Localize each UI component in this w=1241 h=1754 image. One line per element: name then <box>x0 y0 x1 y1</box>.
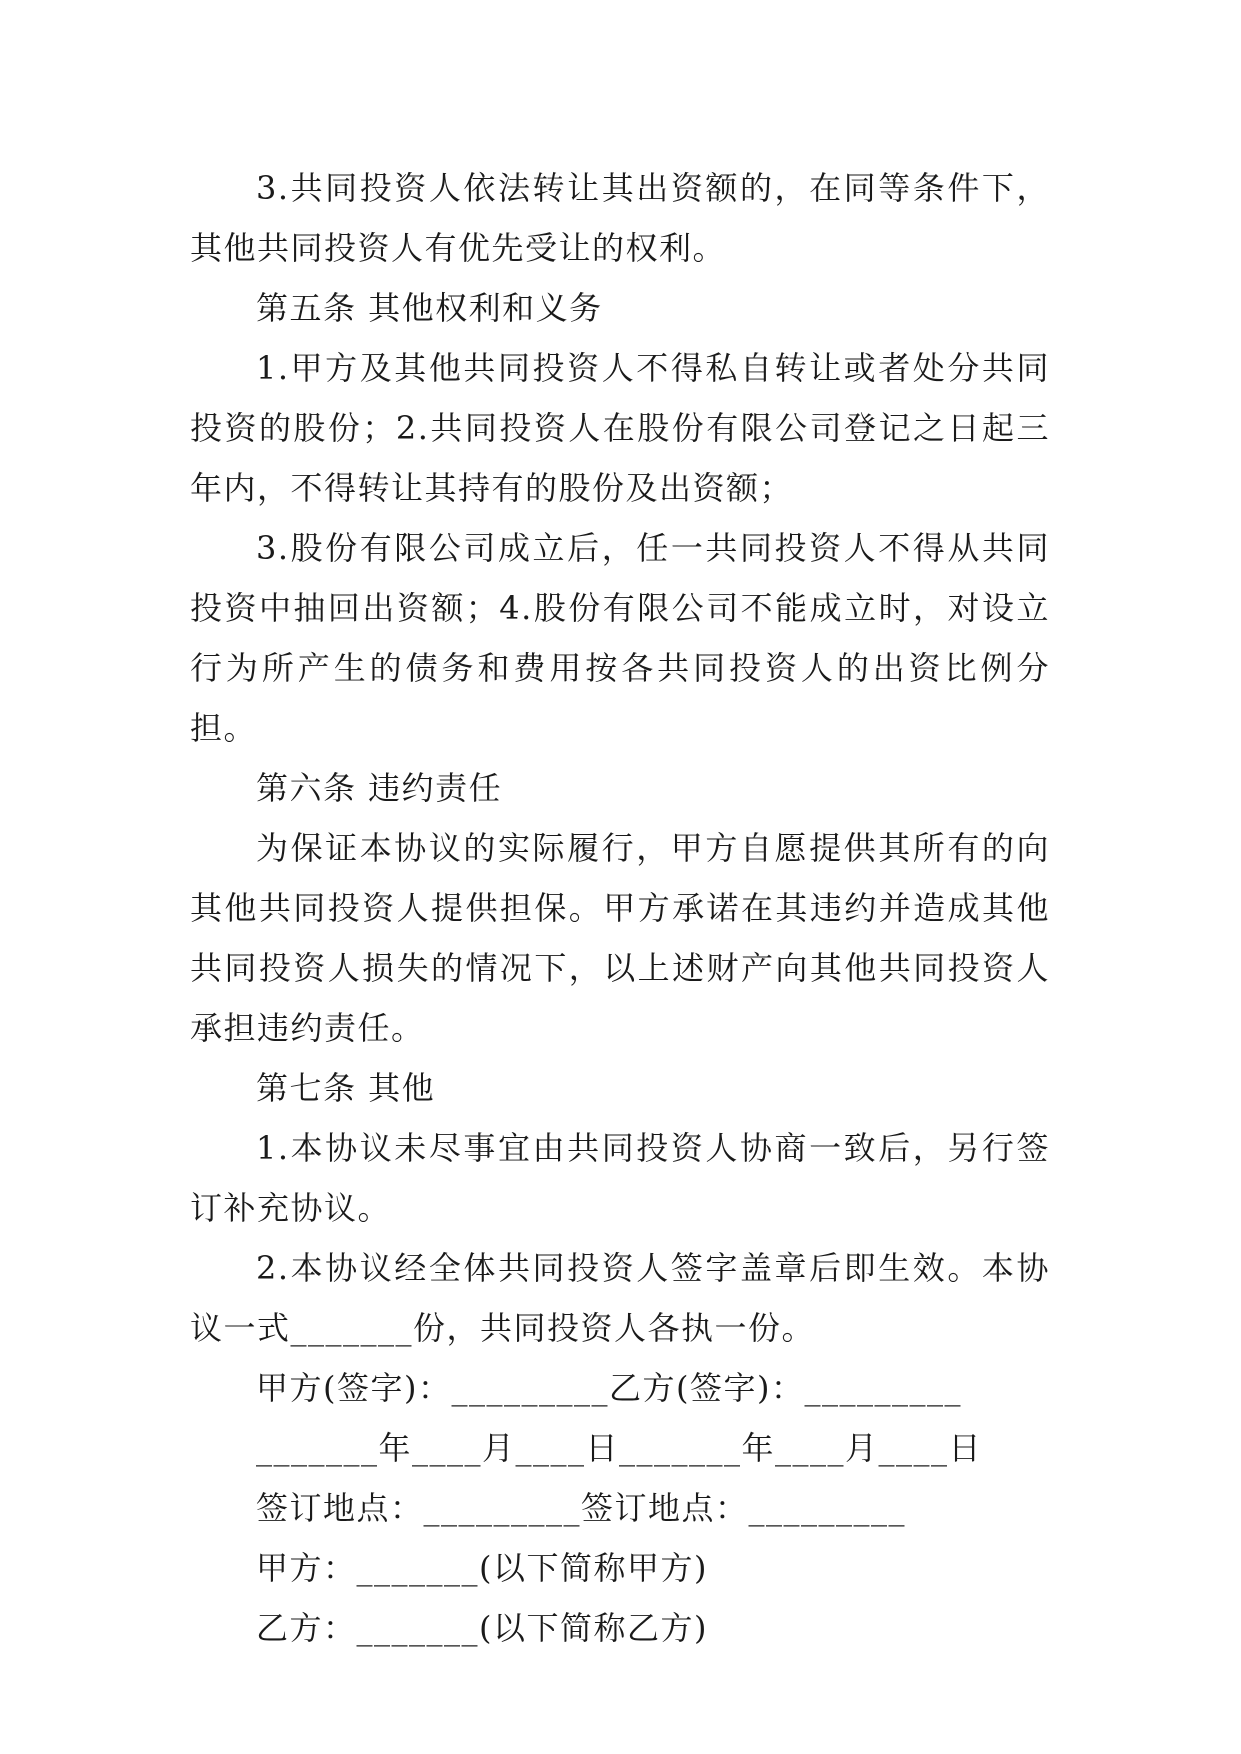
article-5-items-1-2: 1.甲方及其他共同投资人不得私自转让或者处分共同投资的股份；2.共同投资人在股份有限公司登记之日起三年内，不得转让其持有的股份及出资额； <box>190 349 1050 507</box>
signature-line-dates: _______年____月____日_______年____月____日 <box>256 1429 983 1467</box>
article-7-item-2: 2.本协议经全体共同投资人签字盖章后即生效。本协议一式_______份，共同投资人各执一份。 <box>190 1249 1050 1347</box>
party-b-line: 乙方：_______(以下简称乙方) <box>256 1609 708 1647</box>
article-7-item-1: 1.本协议未尽事宜由共同投资人协商一致后，另行签订补充协议。 <box>190 1129 1050 1227</box>
article-5-heading: 第五条 其他权利和义务 <box>256 289 603 327</box>
party-a-line: 甲方：_______(以下简称甲方) <box>256 1549 708 1587</box>
article-7-heading: 第七条 其他 <box>256 1069 436 1107</box>
clause-3-transfer-priority: 3.共同投资人依法转让其出资额的，在同等条件下，其他共同投资人有优先受让的权利。 <box>190 169 1050 267</box>
article-5-items-3-4: 3.股份有限公司成立后，任一共同投资人不得从共同投资中抽回出资额；4.股份有限公司不能成立时，对设立行为所产生的债务和费用按各共同投资人的出资比例分担。 <box>190 529 1050 747</box>
signature-line-parties: 甲方(签字)：_________乙方(签字)：_________ <box>256 1369 962 1407</box>
signature-line-places: 签订地点：_________签订地点：_________ <box>256 1489 907 1527</box>
document-body <box>190 158 1050 1658</box>
article-6-heading: 第六条 违约责任 <box>256 769 503 807</box>
article-6-body: 为保证本协议的实际履行，甲方自愿提供其所有的向其他共同投资人提供担保。甲方承诺在其违约并造成其他共同投资人损失的情况下，以上述财产向其他共同投资人承担违约责任。 <box>190 829 1050 1047</box>
